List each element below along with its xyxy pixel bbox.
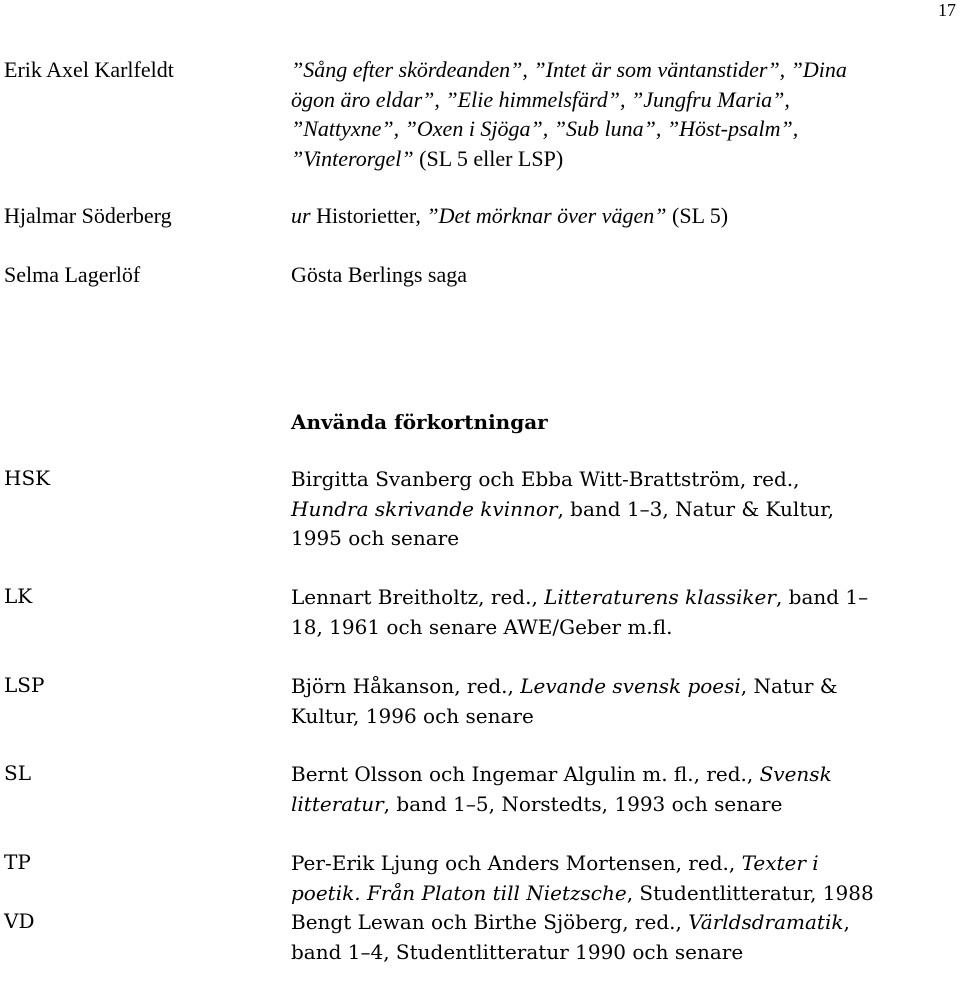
abbr-part: Svensk litteratur: [291, 762, 832, 816]
abbr-part: , band 1–18, 1961 och senare AWE/Geber m.fl.: [291, 585, 869, 639]
abbr-key-vd: VD: [4, 909, 35, 933]
abbr-key-tp: TP: [4, 850, 31, 874]
work-part: Gösta Berlings saga: [291, 262, 467, 287]
abbreviations-heading: Använda förkortningar: [291, 410, 548, 434]
abbr-part: , band 1–4, Studentlitteratur 1990 och senare: [291, 910, 850, 964]
abbr-lk: [291, 583, 891, 642]
abbr-part: , band 1–3, Natur & Kultur, 1995 och senare: [291, 496, 834, 550]
work-part: ”Det mörknar över vägen”: [426, 203, 667, 228]
work-lagerlof: [291, 260, 901, 290]
page-number: 17: [938, 0, 956, 20]
abbr-vd: [291, 908, 861, 967]
abbr-part: Hundra skrivande kvinnor: [291, 496, 558, 521]
abbr-part: Lennart Breitholtz, red.,: [291, 585, 545, 609]
author-karlfeldt: Erik Axel Karlfeldt: [4, 57, 174, 82]
abbr-part: Per-Erik Ljung och Anders Mortensen, red.,: [291, 851, 742, 875]
work-karlfeldt: [291, 55, 881, 173]
work-part: (SL 5): [666, 203, 729, 228]
abbr-part: Björn Håkanson, red.,: [291, 674, 521, 698]
abbr-part: Världsdramatik: [688, 910, 844, 934]
abbr-key-lsp: LSP: [4, 673, 45, 697]
abbr-part: Bernt Olsson och Ingemar Algulin m. fl., red.,: [291, 762, 760, 786]
abbr-part: , Natur & Kultur, 1996 och senare: [291, 674, 838, 728]
work-part: ”Sång efter skördeanden”, ”Intet är som väntanstider”, ”Dina ögon äro eldar”, ”Elie himmelsfärd”, ”Jungfru Maria”, ”Nattyxne”, ”Oxen i Sjöga”, ”Sub luna”, ”Höst-psalm”, ”Vinterorgel”: [291, 57, 847, 171]
work-part: Historietter,: [316, 203, 427, 228]
abbr-part: Bengt Lewan och Birthe Sjöberg, red.,: [291, 910, 689, 934]
abbr-key-sl: SL: [4, 761, 31, 785]
abbr-part: Levande svensk poesi: [520, 674, 741, 698]
abbr-part: , Studentlitteratur, 1988: [626, 880, 874, 905]
author-lagerlof: Selma Lagerlöf: [4, 262, 141, 287]
abbr-lsp: [291, 672, 861, 731]
abbr-hsk: [291, 465, 861, 554]
abbr-tp: [291, 849, 891, 908]
abbr-part: Litteraturens klassiker: [544, 585, 776, 609]
abbr-part: Birgitta Svanberg och Ebba Witt-Brattström, red.,: [291, 467, 800, 491]
author-soderberg: Hjalmar Söderberg: [4, 203, 172, 228]
abbr-sl: [291, 760, 861, 819]
work-part: ur: [291, 203, 317, 228]
work-part: (SL 5 eller LSP): [413, 145, 564, 171]
abbr-part: , band 1–5, Norstedts, 1993 och senare: [383, 791, 783, 816]
work-soderberg: [291, 201, 901, 231]
abbr-part: Texter i poetik. Från Platon till Nietzsche: [291, 851, 819, 905]
abbr-key-lk: LK: [4, 584, 33, 608]
abbr-key-hsk: HSK: [4, 466, 51, 490]
